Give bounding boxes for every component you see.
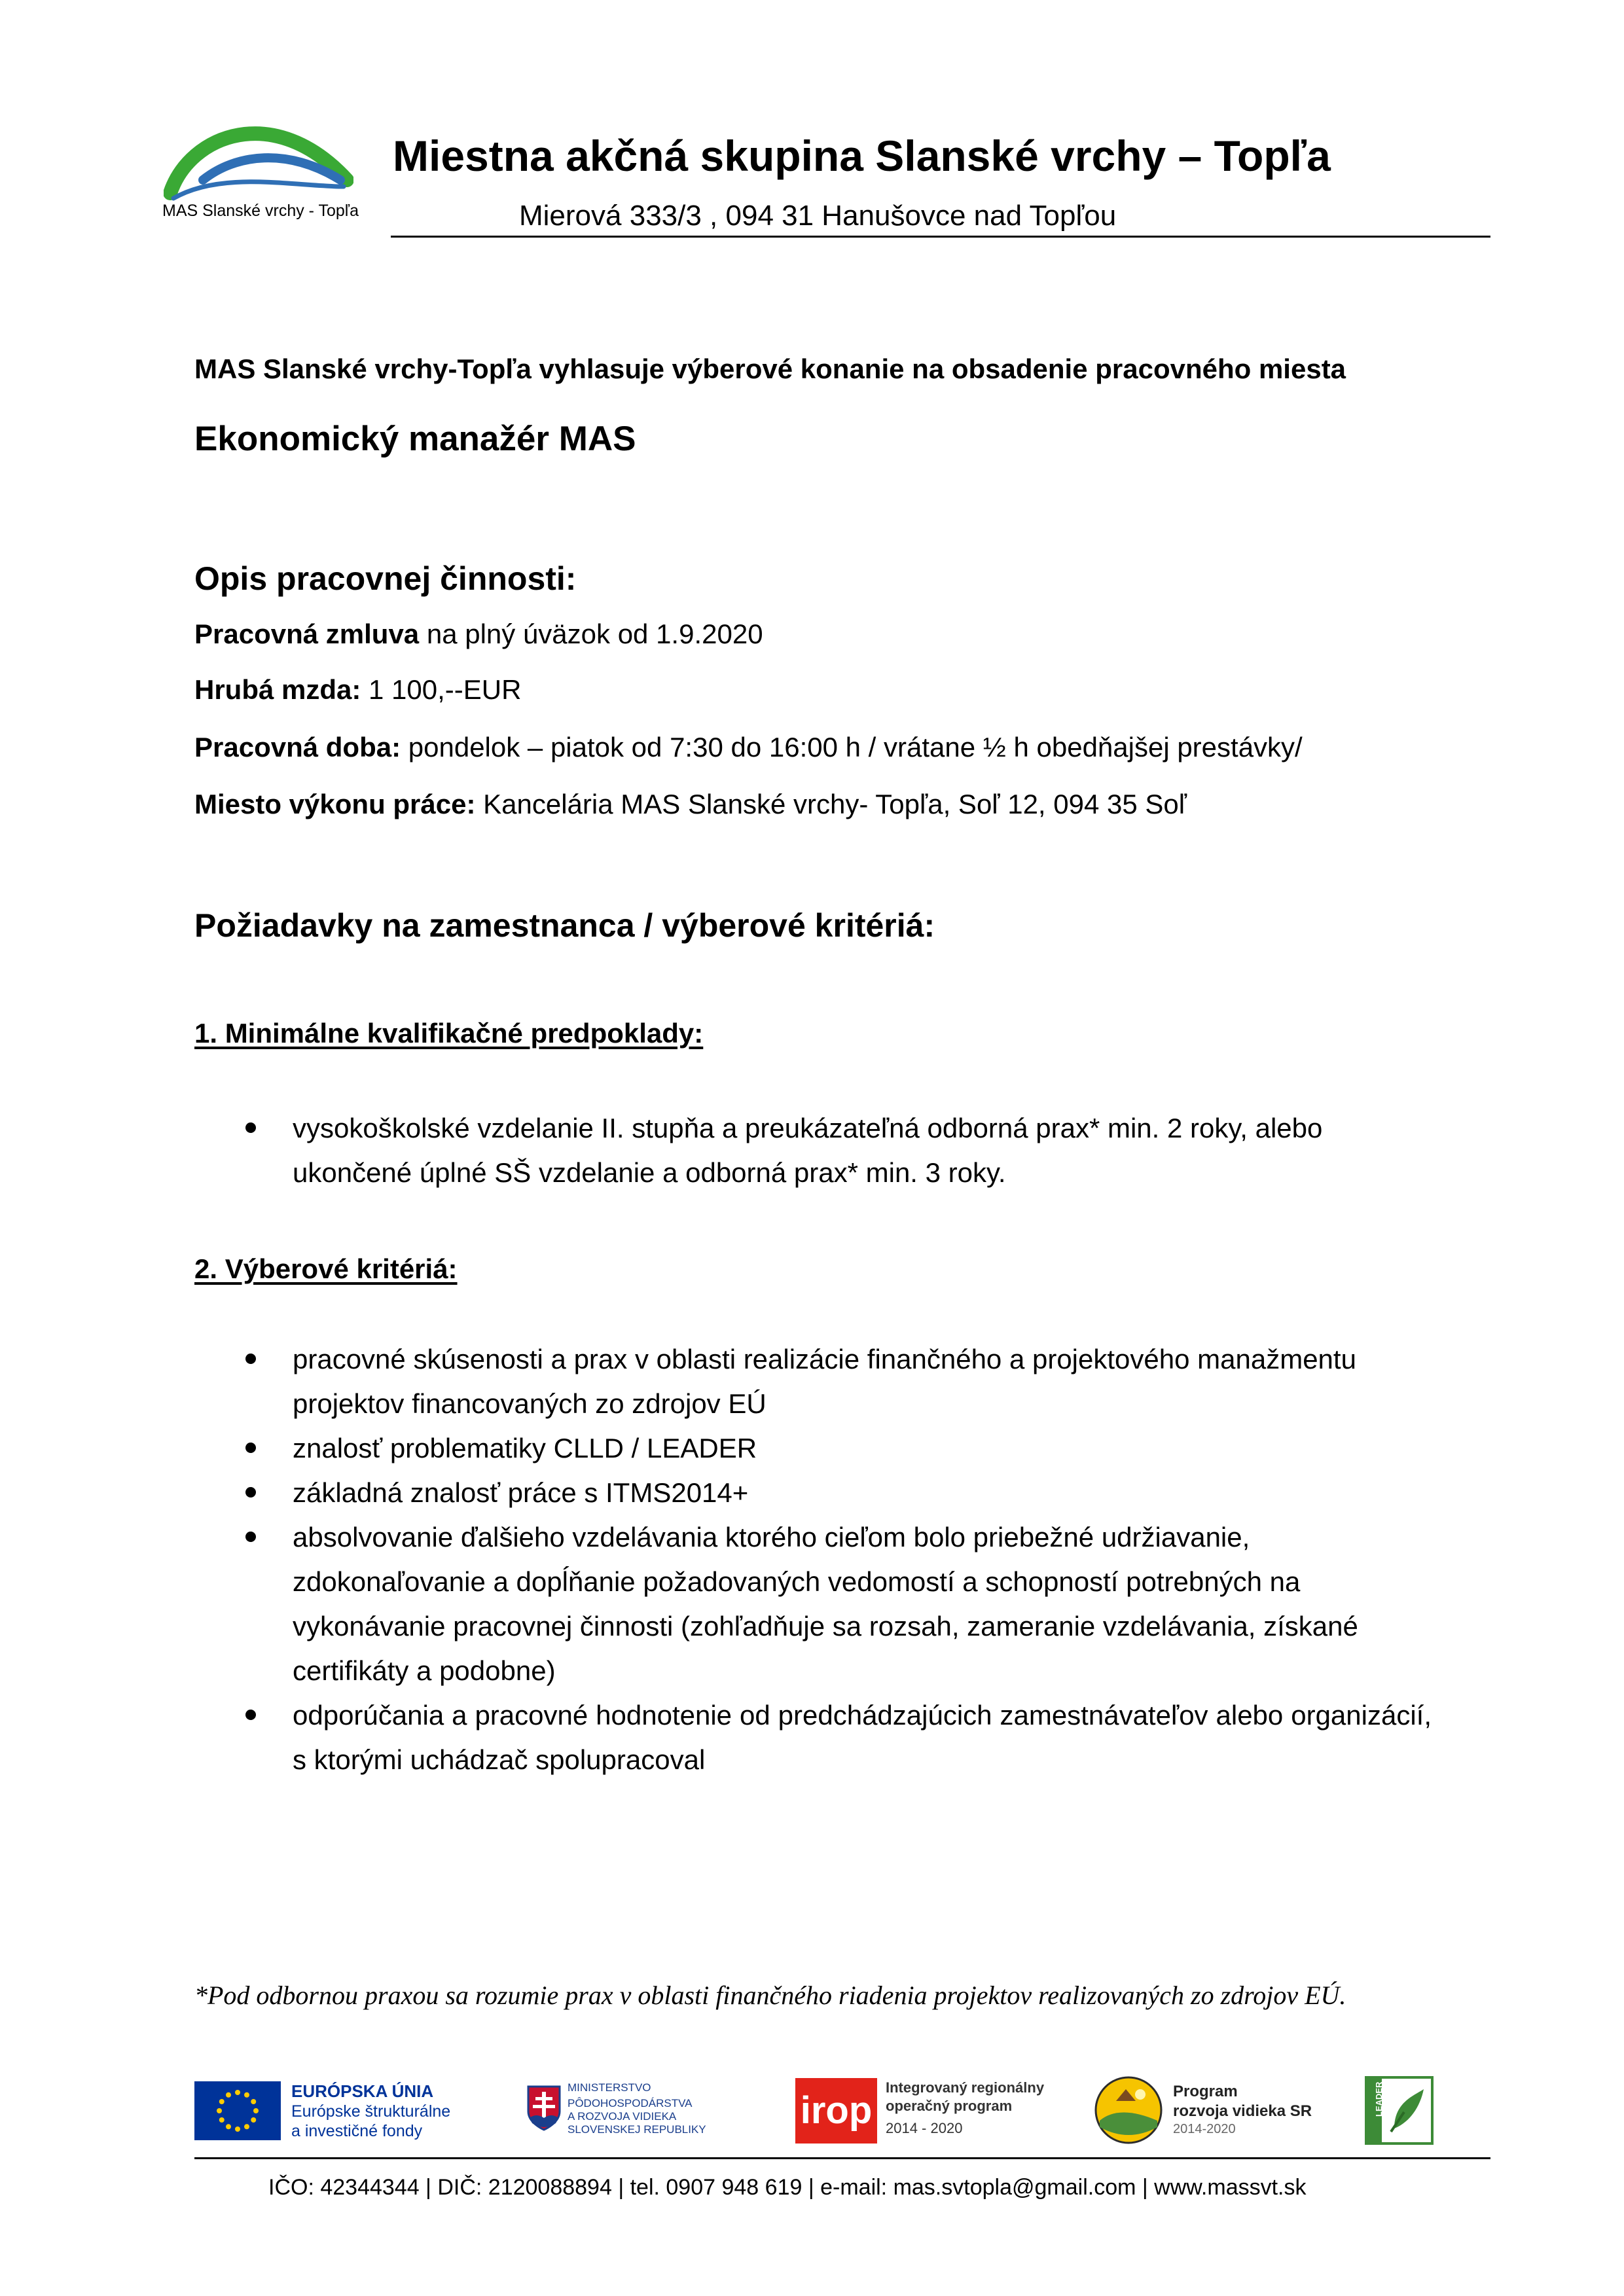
- workplace-line: [194, 789, 1187, 820]
- irop-line-2: operačný program: [886, 2098, 1013, 2114]
- rural-years: 2014-2020: [1173, 2122, 1236, 2136]
- organization-title: Miestna akčná skupina Slanské vrchy – Topľa: [393, 132, 1331, 180]
- footnote: *Pod odbornou praxou sa rozumie prax v oblasti finančného riadenia projektov realizovaných zo zdrojov EÚ.: [194, 1981, 1346, 2010]
- eu-star-icon: [219, 2117, 225, 2123]
- eu-star-icon: [219, 2099, 225, 2104]
- eu-star-icon: [235, 2090, 240, 2095]
- eu-star-icon: [226, 2124, 231, 2129]
- bullet-icon: [245, 1532, 256, 1542]
- eu-line-2: a investičné fondy: [291, 2122, 423, 2140]
- workplace-label: Miesto výkonu práce:: [194, 789, 476, 819]
- eu-flag-icon: [194, 2081, 281, 2140]
- leader-logo: [1365, 2076, 1434, 2145]
- eu-line-1: Európske štrukturálne: [291, 2102, 451, 2121]
- list-item: [293, 1106, 1432, 1195]
- ministry-line-4: SLOVENSKEJ REPUBLIKY: [568, 2123, 706, 2136]
- ministry-line-3: A ROZVOJA VIDIEKA: [568, 2110, 677, 2123]
- description-heading: Opis pracovnej činnosti:: [194, 560, 577, 597]
- list-item: [293, 1471, 1432, 1515]
- bullet-icon: [245, 1487, 256, 1498]
- eu-star-icon: [217, 2108, 222, 2113]
- contract-line: [194, 619, 763, 650]
- list-item-text: znalosť problematiky CLLD / LEADER: [293, 1433, 757, 1463]
- rural-program-emblem-icon: [1093, 2075, 1164, 2145]
- eu-star-icon: [226, 2092, 231, 2098]
- position-title: Ekonomický manažér MAS: [194, 420, 636, 458]
- working-hours-label: Pracovná doba:: [194, 732, 401, 762]
- irop-line-1: Integrovaný regionálny: [886, 2079, 1045, 2096]
- list-item: [293, 1515, 1432, 1693]
- salary-value: 1 100,--EUR: [361, 674, 522, 705]
- rural-line-1: Program: [1173, 2083, 1238, 2100]
- leader-mark: [1374, 2104, 1384, 2117]
- contract-value: na plný úväzok od 1.9.2020: [419, 619, 763, 649]
- logo-label: MAS Slanské vrchy - Topľa: [162, 202, 359, 220]
- criteria-list: [293, 1337, 1432, 1782]
- section-1-title: 1. Minimálne kvalifikačné predpoklady:: [194, 1018, 704, 1049]
- ministry-line-2: PÔDOHOSPODÁRSTVA: [568, 2097, 693, 2109]
- bullet-icon: [245, 1354, 256, 1364]
- requirements-heading: Požiadavky na zamestnanca / výberové kritériá:: [194, 907, 935, 944]
- eu-star-icon: [244, 2092, 249, 2098]
- working-hours-value: pondelok – piatok od 7:30 do 16:00 h / vrátane ½ h obedňajšej prestávky/: [401, 732, 1303, 762]
- bullet-icon: [245, 1443, 256, 1453]
- salary-label: Hrubá mzda:: [194, 674, 361, 705]
- eu-star-icon: [251, 2117, 256, 2123]
- irop-logo: [795, 2078, 1077, 2144]
- rural-development-logo: [1093, 2075, 1368, 2147]
- footer-divider: [194, 2157, 1490, 2159]
- rural-line-2: rozvoja vidieka SR: [1173, 2102, 1312, 2120]
- irop-years: 2014 - 2020: [886, 2120, 963, 2136]
- slovak-coat-of-arms-icon: [527, 2085, 561, 2131]
- contract-label: Pracovná zmluva: [194, 619, 420, 649]
- announcement: MAS Slanské vrchy-Topľa vyhlasuje výberové konanie na obsadenie pracovného miesta: [194, 353, 1346, 384]
- irop-mark: irop: [795, 2078, 877, 2144]
- eu-star-icon: [235, 2126, 240, 2132]
- header-divider: [391, 236, 1490, 238]
- list-item-text: absolvovanie ďalšieho vzdelávania ktorého cieľom bolo priebežné udržiavanie, zdokonaľovanie a dopĺňanie požadovaných vedomostí a schopností potrebných na vykonávanie pracovnej činnosti (zohľadňuje sa rozsah, zameranie vzdelávania, získané certifikáty a podobne): [293, 1522, 1358, 1686]
- eu-star-icon: [253, 2108, 259, 2113]
- list-item: [293, 1426, 1432, 1471]
- eu-star-icon: [244, 2124, 249, 2129]
- bullet-icon: [245, 1710, 256, 1720]
- list-item: [293, 1693, 1432, 1782]
- qualification-list: [293, 1106, 1432, 1195]
- eu-title: EURÓPSKA ÚNIA: [291, 2081, 434, 2101]
- list-item-text: pracovné skúsenosti a prax v oblasti realizácie finančného a projektového manažmentu projektov financovaných zo zdrojov EÚ: [293, 1344, 1356, 1419]
- section-2-title: 2. Výberové kritériá:: [194, 1253, 458, 1284]
- workplace-value: Kancelária MAS Slanské vrchy- Topľa, Soľ 12, 094 35 Soľ: [475, 789, 1187, 819]
- ministry-logo: [527, 2080, 749, 2142]
- list-item-text: vysokoškolské vzdelanie II. stupňa a preukázateľná odborná prax* min. 2 roky, alebo ukončené úplné SŠ vzdelanie a odborná prax* min. 3 roky.: [293, 1113, 1323, 1188]
- salary-line: [194, 674, 521, 706]
- contact-footer: IČO: 42344344 | DIČ: 2120088894 | tel. 0907 948 619 | e-mail: mas.svtopla@gmail.com | www.massvt.sk: [268, 2175, 1307, 2200]
- eu-funds-logo: [194, 2081, 489, 2140]
- organization-address: Mierová 333/3 , 094 31 Hanušovce nad Topľou: [519, 200, 1117, 232]
- list-item-text: základná znalosť práce s ITMS2014+: [293, 1477, 749, 1508]
- list-item: [293, 1337, 1432, 1426]
- list-item-text: odporúčania a pracovné hodnotenie od predchádzajúcich zamestnávateľov alebo organizácií, s ktorými uchádzač spolupracoval: [293, 1700, 1432, 1775]
- ministry-line-1: MINISTERSTVO: [568, 2081, 651, 2094]
- working-hours-line: [194, 732, 1303, 763]
- eu-star-icon: [251, 2099, 256, 2104]
- bullet-icon: [245, 1122, 256, 1133]
